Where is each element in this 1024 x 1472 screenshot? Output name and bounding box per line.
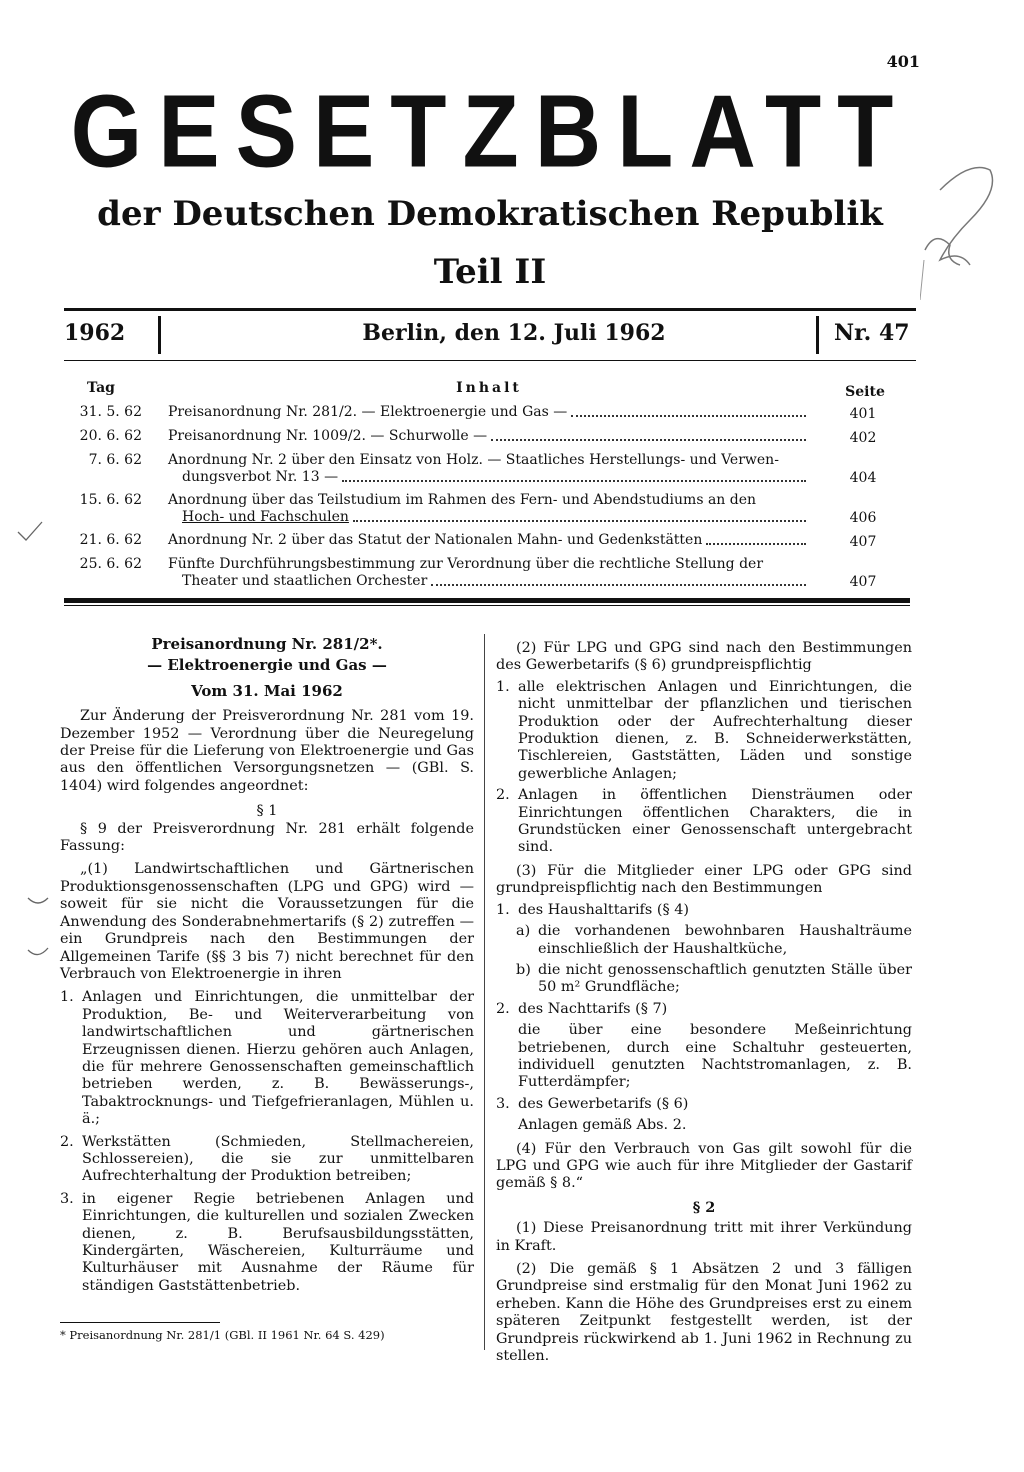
paragraph: (1) Diese Preisanordnung tritt mit ihrer Verkündung in Kraft. bbox=[496, 1220, 912, 1254]
contents-rule bbox=[64, 598, 910, 603]
list-subitem bbox=[496, 923, 912, 958]
issue-separator bbox=[816, 316, 819, 354]
toc-entry-text: Preisanordnung Nr. 281/2. — Elektroenergie und Gas — bbox=[168, 404, 568, 420]
header-rule-bottom bbox=[64, 360, 916, 361]
toc-entry bbox=[168, 452, 810, 486]
issue-place-date: Berlin, den 12. Juli 1962 bbox=[362, 320, 666, 346]
toc-page: 407 bbox=[849, 534, 877, 550]
column-divider bbox=[484, 634, 485, 1350]
paragraph: § 9 der Preisverordnung Nr. 281 erhält folgende Fassung: bbox=[60, 820, 474, 855]
toc-entry bbox=[168, 492, 810, 526]
issue-separator bbox=[158, 316, 161, 354]
paragraph: die über eine besondere Meßeinrichtung betriebenen, durch eine Schaltuhr gesteuerten, individuell genutzten Nachtstromanlagen, z. B. Futterdämpfer; bbox=[518, 1022, 912, 1091]
list-item bbox=[496, 902, 912, 919]
list-item-text: des Haushalttarifs (§ 4) bbox=[518, 901, 689, 918]
toc-date: 25. 6. 62 bbox=[79, 556, 142, 572]
toc-page: 406 bbox=[849, 510, 877, 526]
toc-entry-text: Anordnung Nr. 2 über den Einsatz von Holz. — Staatliches Herstellungs- und Verwen- bbox=[168, 452, 779, 468]
list-item-text: Werkstätten (Schmieden, Stellmachereien, Schlossereien), die sie zur unmittelbaren Aufrechterhaltung der Produktion betreiben; bbox=[82, 1133, 474, 1185]
footnote-rule bbox=[60, 1322, 220, 1323]
issue-number: Nr. 47 bbox=[834, 320, 910, 346]
check-mark-icon bbox=[26, 888, 54, 968]
list-item-text: die vorhandenen bewohnbaren Haushalträume einschließlich der Haushaltküche, bbox=[538, 923, 912, 957]
paragraph: „(1) Landwirtschaftlichen und Gärtnerischen Produktionsgenossenschaften (LPG und GPG) wird — soweit für sie nicht die Voraussetzungen für die Anwendung des Sonderabnehmertarifs (§ 2) zutreffen — ein Grundpreis nach den Bestimmungen der Allgemeinen Tarife (§§ 3 bis 7) nicht berechnet für den Verbrauch von Elektroenergie in ihren bbox=[60, 861, 474, 982]
list-item-text: des Gewerbetarifs (§ 6) bbox=[518, 1095, 689, 1112]
toc-date: 15. 6. 62 bbox=[79, 492, 142, 508]
masthead-part: Teil II bbox=[433, 252, 547, 292]
right-column bbox=[496, 640, 912, 1365]
list-number: 2. bbox=[496, 787, 510, 804]
article-preamble: Zur Änderung der Preisverordnung Nr. 281 vom 19. Dezember 1952 — Verordnung über die Neuregelung der Preise für die Lieferung von Elektroenergie und Gas aus den öffentlichen Versorgungsnetzen — (GBl. S. 1404) wird folgendes angeordnet: bbox=[60, 708, 474, 794]
toc-page: 404 bbox=[849, 470, 877, 486]
paragraph: (2) Die gemäß § 1 Absätzen 2 und 3 fälligen Grundpreise sind erstmalig für den Monat Juni 1962 zu erheben. Kann die Höhe des Grundpreises erst zu einem späteren Zeitpunkt festgestellt werden, ist der Grundpreis rückwirkend ab 1. Juni 1962 in Rechnung zu stellen. bbox=[496, 1261, 912, 1365]
section-heading: § 2 bbox=[692, 1198, 716, 1216]
article-subject: — Elektroenergie und Gas — bbox=[147, 656, 387, 675]
page-number: 401 bbox=[886, 52, 920, 71]
list-number: 2. bbox=[496, 1000, 510, 1017]
list-item-text: die nicht genossenschaftlich genutzten Ställe über 50 m² Grundfläche; bbox=[538, 961, 912, 996]
toc-entry bbox=[168, 556, 810, 590]
issue-info-row bbox=[64, 320, 914, 350]
toc-page: 401 bbox=[849, 406, 877, 422]
toc-entry bbox=[168, 428, 810, 445]
list-number: 2. bbox=[60, 1133, 74, 1150]
contents-rule-thin bbox=[64, 605, 910, 606]
toc-entry-text: Preisanordnung Nr. 1009/2. — Schurwolle — bbox=[168, 428, 488, 444]
list-item bbox=[496, 787, 912, 857]
toc-entry bbox=[168, 532, 810, 549]
toc-entry-text: Anordnung Nr. 2 über das Statut der Nationalen Mahn- und Gedenkstätten bbox=[168, 532, 703, 548]
list-subitem bbox=[496, 962, 912, 997]
toc-col-page: Seite bbox=[845, 384, 885, 400]
article-title: Preisanordnung Nr. 281/2*. bbox=[151, 635, 383, 653]
list-letter: b) bbox=[516, 961, 531, 978]
list-item-text: Anlagen und Einrichtungen, die unmittelbar der Produktion, Be- und Weiterverarbeitung von landwirtschaftlichen und gärtnerischen Erzeugnissen dienen. Hierzu gehören auch Anlagen, die für mehrere Genossenschaften gemeinschaftlich betrieben werden, z. B. Bewässerungs-, Tabaktrocknungs- und Tiefgefrieranlagen, Mühlen u. ä.; bbox=[82, 989, 474, 1128]
list-number: 1. bbox=[496, 678, 510, 695]
list-item-text: alle elektrischen Anlagen und Einrichtungen, die nicht unmittelbar der pflanzlichen und tierischen Produktion oder der Aufrechterhaltung dieser Produktion dienen, z. B. Schneiderwerkstätten, Tischlereien, Gaststätten, Läden und sonstige gewerbliche Anlagen; bbox=[518, 678, 912, 782]
paragraph: Anlagen gemäß Abs. 2. bbox=[518, 1117, 687, 1134]
toc-entry bbox=[168, 404, 810, 421]
header-rule-top bbox=[64, 308, 916, 311]
list-number: 3. bbox=[496, 1095, 510, 1112]
toc-entry-text: Fünfte Durchführungsbestimmung zur Verordnung über die rechtliche Stellung der bbox=[168, 556, 764, 572]
list-letter: a) bbox=[516, 923, 531, 940]
toc-date: 20. 6. 62 bbox=[79, 428, 142, 444]
paragraph: (2) Für LPG und GPG sind nach den Bestimmungen des Gewerbetarifs (§ 6) grundpreispflichtig bbox=[496, 640, 912, 674]
check-mark-icon bbox=[16, 520, 44, 544]
list-number: 1. bbox=[496, 901, 510, 918]
masthead-title: GESETZBLATT bbox=[70, 74, 910, 190]
issue-year: 1962 bbox=[64, 320, 126, 346]
paragraph: (3) Für die Mitglieder einer LPG oder GPG sind grundpreispflichtig nach den Bestimmungen bbox=[496, 862, 912, 897]
list-item bbox=[60, 1191, 474, 1295]
toc-date: 21. 6. 62 bbox=[79, 532, 142, 548]
masthead-subtitle: der Deutschen Demokratischen Republik bbox=[97, 194, 883, 234]
toc-entry-text: Theater und staatlichen Orchester bbox=[182, 573, 428, 589]
list-item-text: des Nachttarifs (§ 7) bbox=[518, 1000, 668, 1017]
left-column bbox=[60, 636, 474, 1295]
handwritten-annotation bbox=[920, 150, 1010, 310]
list-number: 3. bbox=[60, 1190, 74, 1207]
toc-date: 7. 6. 62 bbox=[88, 452, 142, 468]
toc-date: 31. 5. 62 bbox=[79, 404, 142, 420]
list-item-text: Anlagen in öffentlichen Diensträumen oder Einrichtungen öffentlichen Charakters, die in Grundstücken einer Genossenschaft untergebracht sind. bbox=[518, 787, 912, 856]
list-item bbox=[60, 1134, 474, 1186]
toc-page: 402 bbox=[849, 430, 877, 446]
list-item bbox=[60, 989, 474, 1128]
toc-entry-text: dungsverbot Nr. 13 — bbox=[182, 469, 339, 485]
list-item bbox=[496, 1001, 912, 1018]
footnote: * Preisanordnung Nr. 281/1 (GBl. II 1961 Nr. 64 S. 429) bbox=[60, 1328, 385, 1342]
toc-col-title: Inhalt bbox=[456, 380, 522, 396]
toc-col-day: Tag bbox=[87, 380, 115, 396]
toc-entry-text: Hoch- und Fachschulen bbox=[182, 509, 349, 525]
section-heading: § 1 bbox=[256, 803, 278, 820]
list-item bbox=[496, 679, 912, 783]
article-date: Vom 31. Mai 1962 bbox=[191, 681, 343, 700]
toc-entry-text: Anordnung über das Teilstudium im Rahmen des Fern- und Abendstudiums an den bbox=[168, 492, 757, 508]
toc-page: 407 bbox=[849, 574, 877, 590]
list-number: 1. bbox=[60, 989, 74, 1006]
paragraph: (4) Für den Verbrauch von Gas gilt sowohl für die LPG und GPG wie auch für ihre Mitglieder der Gastarif gemäß § 8.“ bbox=[496, 1140, 912, 1192]
list-item bbox=[496, 1096, 912, 1113]
list-item-text: in eigener Regie betriebenen Anlagen und Einrichtungen, die kulturellen und sozialen Zwecken dienen, z. B. Berufsausbildungsstätten, Kindergärten, Wäschereien, Kulturräume und Kulturhäuser mit Ausnahme der Räume für ständigen Gaststättenbetrieb. bbox=[82, 1190, 474, 1294]
